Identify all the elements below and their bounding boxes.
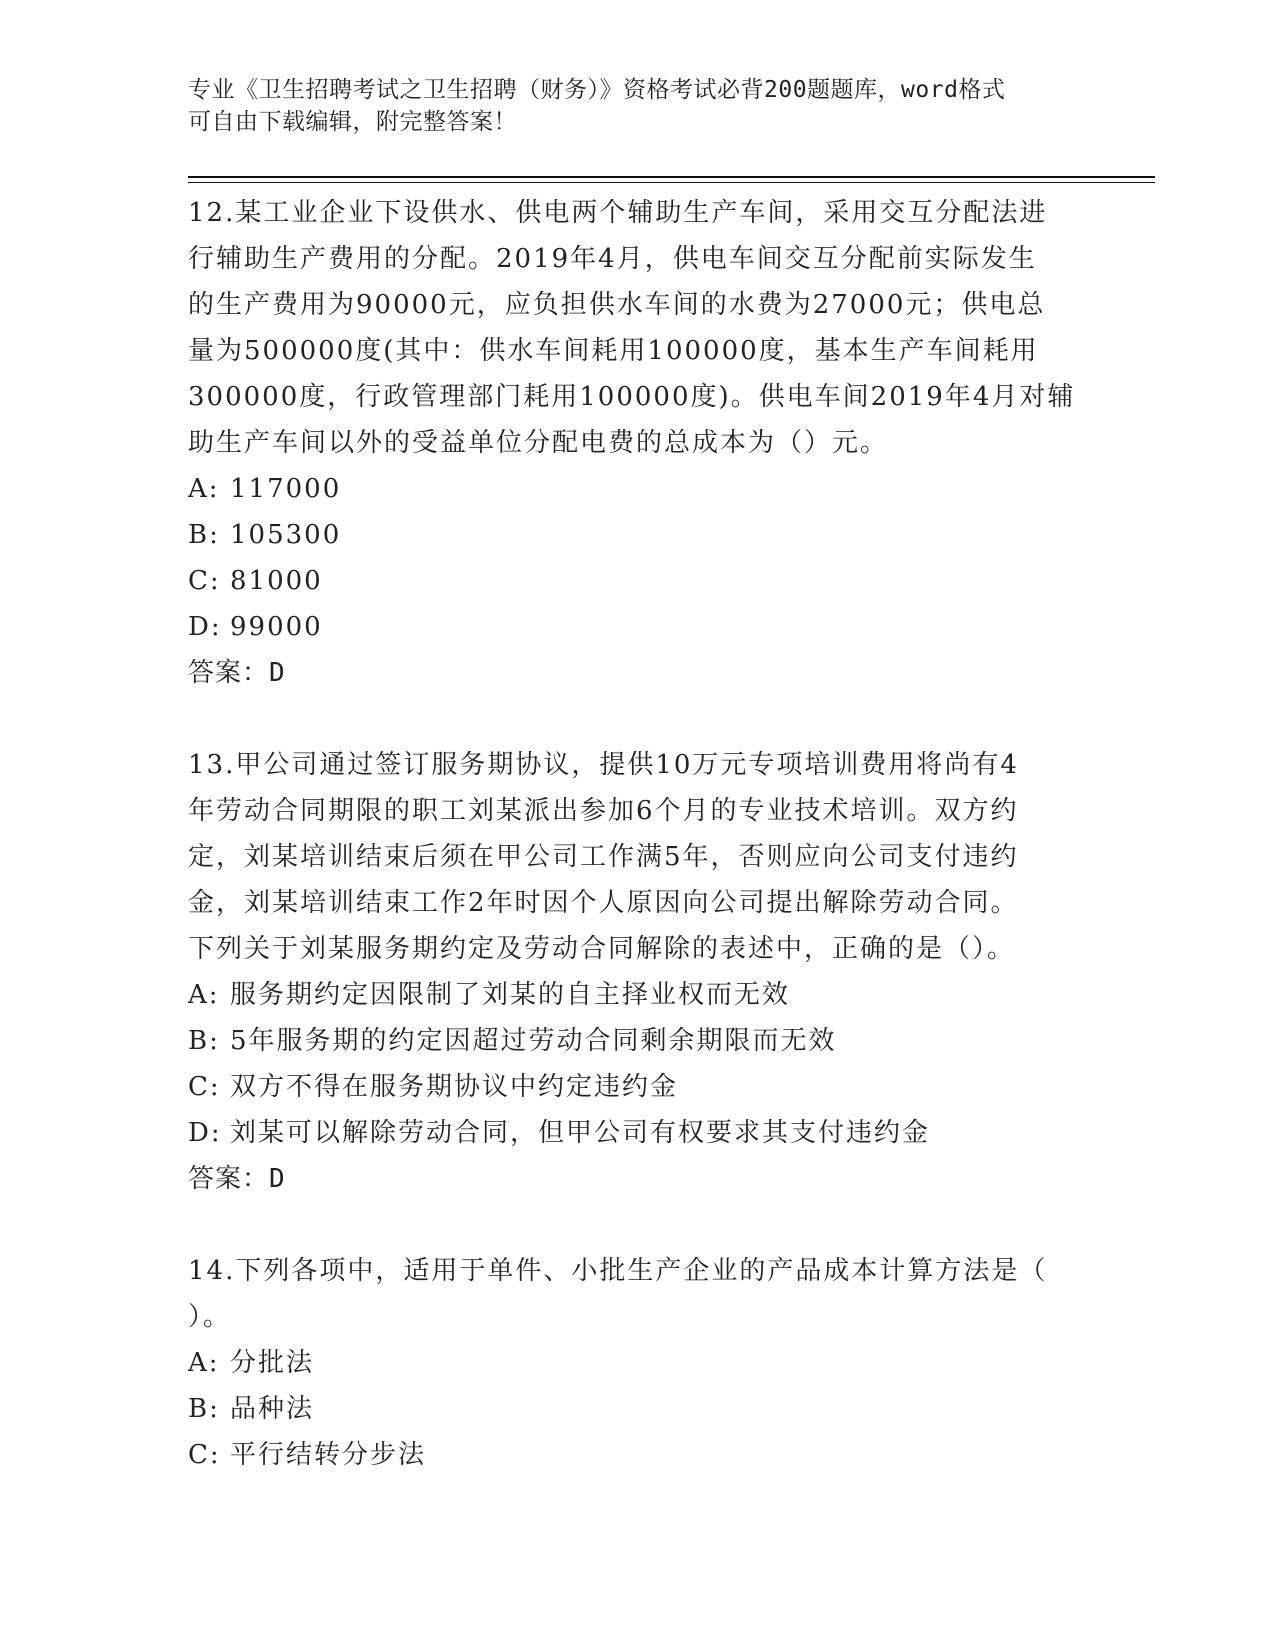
question-14-option-a: A: 分批法 [188,1348,315,1378]
question-13-line-5: 下列关于刘某服务期约定及劳动合同解除的表述中，正确的是（）。 [188,934,1016,964]
question-14-line-1: 14.下列各项中，适用于单件、小批生产企业的产品成本计算方法是（ [188,1256,1048,1286]
question-list [188,190,1088,1478]
question-13-line-3: 定，刘某培训结束后须在甲公司工作满5年，否则应向公司支付违约 [188,842,1019,872]
question-12-line-5: 300000度，行政管理部门耗用100000度)。供电车间2019年4月对辅 [188,382,1076,412]
question-13-option-a: A: 服务期约定因限制了刘某的自主择业权而无效 [188,980,791,1010]
question-14-line-2: ）。 [188,1302,232,1332]
question-12-option-c: C: 81000 [188,566,323,596]
question-12-option-a: A: 117000 [188,474,342,504]
question-12-line-3: 的生产费用为90000元，应负担供水车间的水费为27000元；供电总 [188,290,1046,320]
question-13-line-2: 年劳动合同期限的职工刘某派出参加6个月的专业技术培训。双方约 [188,796,1019,826]
question-14-option-c: C: 平行结转分步法 [188,1440,427,1470]
question-12-line-2: 行辅助生产费用的分配。2019年4月，供电车间交互分配前实际发生 [188,244,1037,274]
header-divider-thick [188,176,1155,178]
header-divider-thin [188,182,1155,183]
question-12-line-6: 助生产车间以外的受益单位分配电费的总成本为（）元。 [188,428,889,458]
question-13-option-b: B: 5年服务期的约定因超过劳动合同剩余期限而无效 [188,1026,837,1056]
question-13-option-d: D: 刘某可以解除劳动合同，但甲公司有权要求其支付违约金 [188,1118,931,1148]
question-14 [188,1248,1088,1478]
question-12 [188,190,1088,696]
question-13-line-1: 13.甲公司通过签订服务期协议，提供10万元专项培训费用将尚有4 [188,750,1019,780]
question-13-answer: 答案：D [188,1164,286,1194]
question-13 [188,742,1088,1202]
question-12-option-d: D: 99000 [188,612,323,642]
question-13-line-4: 金，刘某培训结束工作2年时因个人原因向公司提出解除劳动合同。 [188,888,1019,918]
question-12-line-1: 12.某工业企业下设供水、供电两个辅助生产车间，采用交互分配法进 [188,198,1048,228]
document-header [188,74,1088,138]
question-12-line-4: 量为500000度(其中：供水车间耗用100000度，基本生产车间耗用 [188,336,1039,366]
question-14-option-b: B: 品种法 [188,1394,315,1424]
header-line-1: 专业《卫生招聘考试之卫生招聘（财务）》资格考试必背200题题库，word格式 [188,77,1006,103]
header-line-2: 可自由下载编辑，附完整答案！ [188,109,517,135]
question-12-answer: 答案：D [188,658,286,688]
question-13-option-c: C: 双方不得在服务期协议中约定违约金 [188,1072,679,1102]
question-12-option-b: B: 105300 [188,520,342,550]
